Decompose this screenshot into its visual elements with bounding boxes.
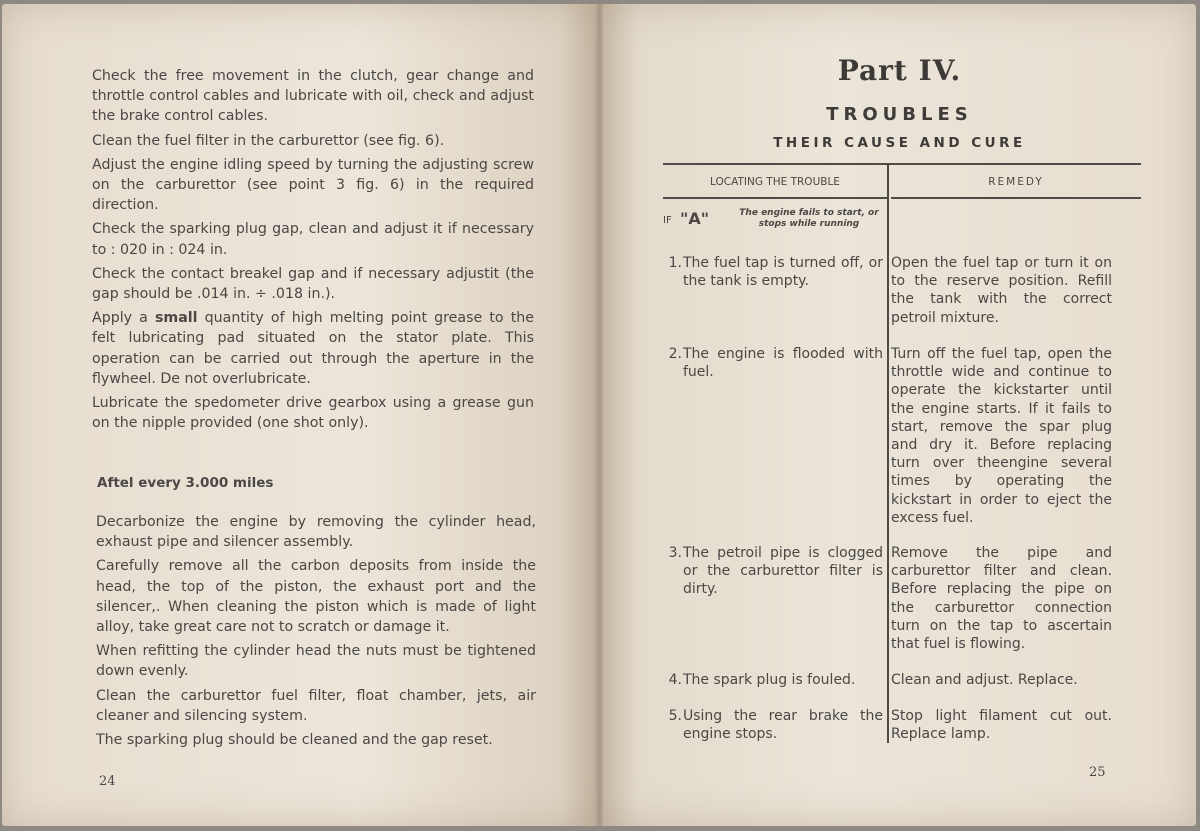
row-number: 4. [668, 672, 682, 688]
paragraph: Clean the carburettor fuel filter, float chamber, jets, air cleaner and silencing system. [96, 687, 536, 724]
table-header-rule-left [663, 197, 887, 199]
row-remedy: Remove the pipe and carburettor filter and clean. Before replacing the pipe on the carburettor connection turn on the tap to ascertain that fuel is flowing. [891, 545, 1112, 653]
paragraph: Check the sparking plug gap, clean and adjust it if necessary to : 020 in : 024 in. [92, 221, 534, 258]
row-cause: The fuel tap is turned off, or the tank is empty. [683, 255, 883, 290]
paragraph-grease [92, 308, 534, 389]
section-title: TROUBLES [826, 104, 973, 125]
paragraph: Check the free movement in the clutch, gear change and throttle control cables and lubricate with oil, check and adjust the brake control cables. [92, 68, 534, 125]
paragraph: Adjust the engine idling speed by turning the adjusting screw on the carburettor (see point 3 fig. 6) in the required direction. [92, 156, 534, 214]
case-description: The engine fails to start, or stops while running [739, 208, 879, 229]
bold-word: small [154, 310, 198, 327]
row-remedy: Clean and adjust. Replace. [891, 672, 1078, 688]
text-run: quantity of high melting point grease to the felt lubricating pad situated on the stator plate. This operation can be carried out through the aperture in the flywheel. De not overlubricate. [92, 310, 534, 387]
column-header-remedy: REMEDY [988, 176, 1044, 188]
row-number: 5. [668, 708, 682, 724]
if-label: IF [663, 215, 672, 226]
text-run: Apply a [92, 310, 155, 327]
trouble-case-a [663, 207, 885, 235]
table-header-rule-right [891, 197, 1141, 199]
case-letter: "A" [680, 209, 710, 228]
row-cause: The engine is flooded with fuel. [683, 346, 883, 381]
part-title: Part IV. [837, 54, 962, 87]
paragraph: The sparking plug should be cleaned and the gap reset. [96, 732, 493, 749]
row-remedy: Open the fuel tap or turn it on to the reserve position. Refill the tank with the correct petroil mixture. [891, 255, 1112, 326]
paragraph: Check the contact breakel gap and if necessary adjustit (the gap should be .014 in. ÷ .018 in.). [92, 265, 534, 303]
row-cause: The petroil pipe is clogged or the carburettor filter is dirty. [683, 545, 883, 598]
left-decarbonize-list [96, 512, 536, 750]
row-number: 2. [668, 346, 682, 362]
paragraph: Decarbonize the engine by removing the cylinder head, exhaust pipe and silencer assembly. [96, 514, 536, 551]
paragraph: When refitting the cylinder head the nuts must be tightened down evenly. [96, 643, 536, 680]
page-number-left: 24 [99, 774, 116, 789]
section-subtitle: THEIR CAUSE AND CURE [773, 135, 1026, 151]
column-header-trouble: LOCATING THE TROUBLE [710, 176, 840, 188]
page-number-right: 25 [1089, 765, 1106, 780]
row-remedy: Stop light filament cut out. Replace lamp. [891, 708, 1112, 743]
paragraph: Carefully remove all the carbon deposits from inside the head, the top of the piston, the exhaust port and the silencer,. When cleaning the piston which is made of light alloy, take great care not to scratch or damage it. [96, 558, 536, 636]
left-maintenance-list [92, 66, 534, 433]
row-remedy: Turn off the fuel tap, open the throttle wide and continue to operate the kickstarter until the engine starts. If it fails to start, remove the spar plug and dry it. Before replacing turn over theengine several times by operating the kickstart in order to eject the excess fuel. [891, 346, 1112, 526]
row-number: 1. [668, 255, 682, 271]
row-cause: Using the rear brake the engine stops. [683, 708, 883, 743]
table-top-rule [663, 163, 1141, 165]
row-number: 3. [668, 545, 682, 561]
section-heading: Aftel every 3.000 miles [97, 475, 274, 491]
paragraph: Clean the fuel filter in the carburettor (see fig. 6). [92, 132, 445, 149]
table-column-divider [887, 165, 889, 743]
row-cause: The spark plug is fouled. [683, 672, 856, 688]
paragraph: Lubricate the spedometer drive gearbox using a grease gun on the nipple provided (one shot only). [92, 395, 534, 432]
